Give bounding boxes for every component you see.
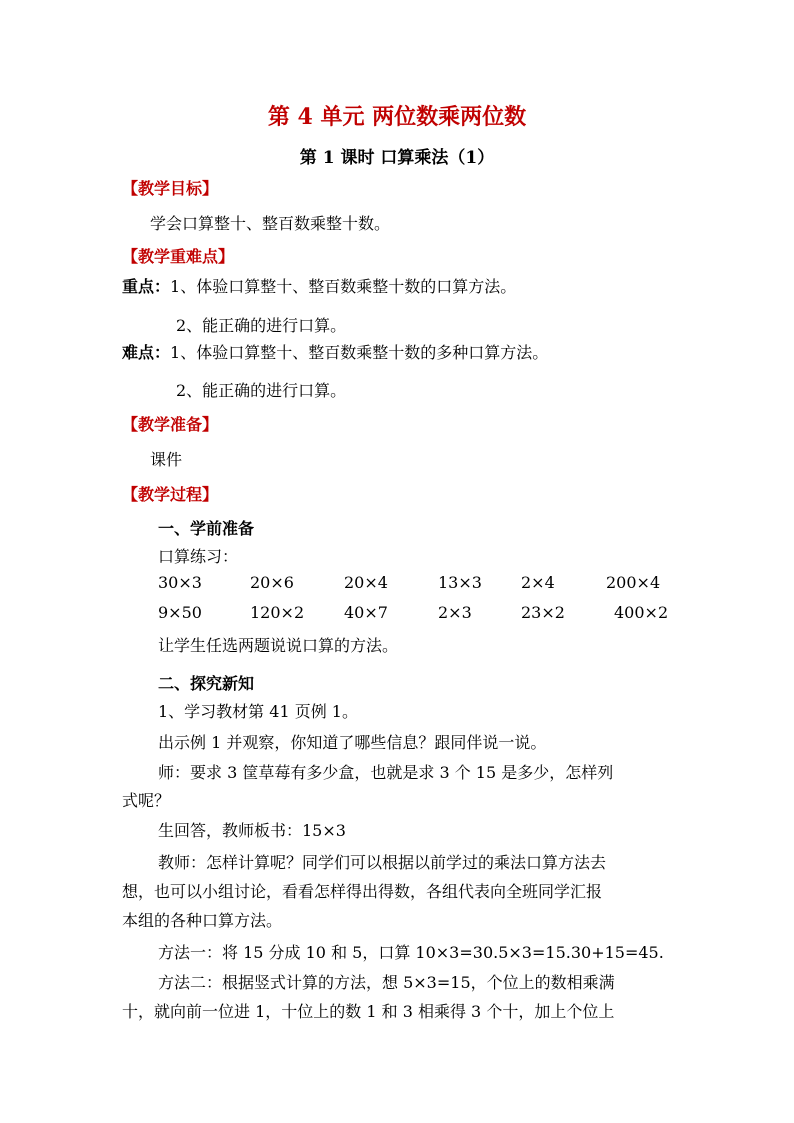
paragraph: 教师：怎样计算呢？同学们可以根据以前学过的乘法口算方法去 [158,853,607,872]
practice-item: 20×6 [250,573,294,592]
paragraph: 想，也可以小组讨论，看看怎样得出得数，各组代表向全班同学汇报 [122,882,603,901]
part2-title: 二、探究新知 [158,674,255,693]
practice-label: 口算练习： [158,547,239,566]
process-heading: 【教学过程】 [122,485,219,504]
practice-item: 9×50 [158,603,202,622]
practice-row-1 [0,573,794,595]
paragraph: 方法二：根据竖式计算的方法，想 5×3=15，个位上的数相乘满 [158,973,615,992]
practice-row-2 [0,603,794,625]
practice-item: 30×3 [158,573,202,592]
practice-item: 120×2 [250,603,305,622]
key-point-1 [122,274,516,297]
key-text-1: 1、体验口算整十、整百数乘整十数的口算方法。 [170,277,517,296]
practice-item: 23×2 [521,603,565,622]
hard-point-2: 2、能正确的进行口算。 [176,381,347,400]
goals-text: 学会口算整十、整百数乘整十数。 [150,214,391,233]
lesson-subtitle: 第 1 课时 口算乘法（1） [299,148,495,168]
paragraph: 生回答，教师板书：15×3 [158,821,346,840]
prep-text: 课件 [150,450,183,469]
paragraph: 方法一：将 15 分成 10 和 5，口算 10×3=30.5×3=15.30+15=45. [158,943,664,962]
practice-item: 2×4 [521,573,555,592]
practice-item: 13×3 [438,573,482,592]
paragraph: 1、学习教材第 41 页例 1。 [158,702,358,721]
paragraph: 本组的各种口算方法。 [122,911,283,930]
paragraph: 师：要求 3 筐草莓有多少盒，也就是求 3 个 15 是多少，怎样列 [158,763,614,782]
unit-title: 第 4 单元 两位数乘两位数 [267,104,527,130]
prep-heading: 【教学准备】 [122,415,219,434]
practice-item: 400×2 [614,603,669,622]
key-label: 重点： [122,277,171,296]
practice-item: 20×4 [344,573,388,592]
practice-item: 40×7 [344,603,388,622]
keypoints-heading: 【教学重难点】 [122,247,235,266]
paragraph: 十，就向前一位进 1，十位上的数 1 和 3 相乘得 3 个十，加上个位上 [122,1002,615,1021]
key-point-2: 2、能正确的进行口算。 [176,316,347,335]
paragraph: 出示例 1 并观察，你知道了哪些信息？跟同伴说一说。 [158,733,547,752]
goals-heading: 【教学目标】 [122,179,219,198]
paragraph: 式呢？ [122,791,171,810]
practice-item: 200×4 [606,573,661,592]
part1-title: 一、学前准备 [158,519,255,538]
practice-instruction: 让学生任选两题说说口算的方法。 [158,636,399,655]
practice-item: 2×3 [438,603,472,622]
hard-label: 难点： [122,343,171,362]
hard-text-1: 1、体验口算整十、整百数乘整十数的多种口算方法。 [170,343,549,362]
hard-point-1 [122,340,548,363]
